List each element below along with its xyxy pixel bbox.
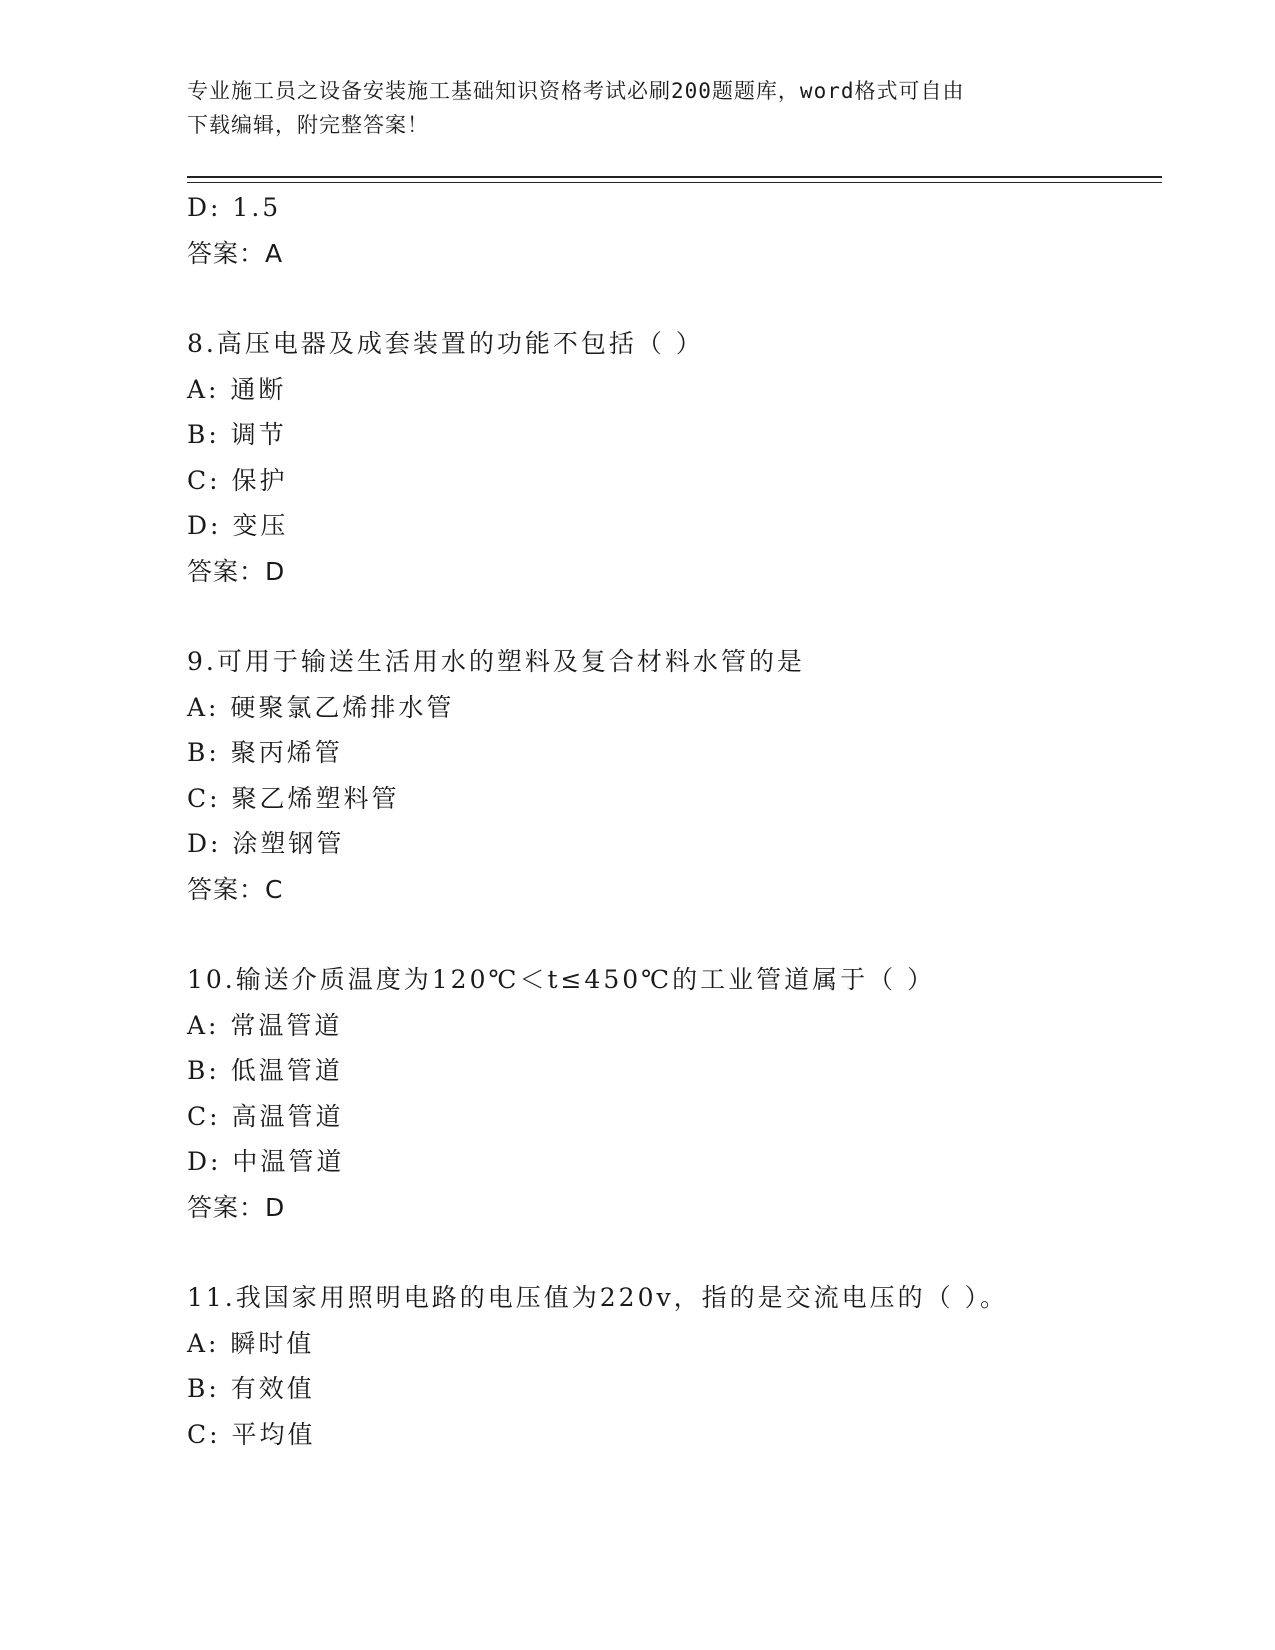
header-divider-thin <box>187 182 1162 183</box>
option-d: D: 涂塑钢管 <box>187 829 345 858</box>
option-b: B: 聚丙烯管 <box>187 738 343 767</box>
option-b: B: 有效值 <box>187 1374 315 1403</box>
spacer <box>187 919 1162 964</box>
option-c: C: 高温管道 <box>187 1101 344 1131</box>
option-d: D: 中温管道 <box>187 1147 345 1176</box>
spacer <box>187 601 1162 646</box>
option-a: A: 硬聚氯乙烯排水管 <box>187 692 455 722</box>
document-header <box>187 74 1067 142</box>
option-c: C: 聚乙烯塑料管 <box>187 783 400 813</box>
header-line-2: 下载编辑，附完整答案！ <box>187 113 429 137</box>
prev-question-answer: 答案：A <box>187 238 284 268</box>
question-answer: 答案：D <box>187 1192 286 1222</box>
question-8 <box>187 328 1162 588</box>
question-answer: 答案：C <box>187 874 284 904</box>
option-b: B: 调节 <box>187 420 287 449</box>
question-9 <box>187 646 1162 906</box>
prev-question-option-d: D: 1.5 <box>187 193 282 222</box>
option-a: A: 瞬时值 <box>187 1328 315 1358</box>
option-b: B: 低温管道 <box>187 1056 343 1085</box>
question-10 <box>187 964 1162 1224</box>
question-stem: 10.输送介质温度为120℃＜t≤450℃的工业管道属于（ ） <box>187 965 936 994</box>
question-list <box>187 192 1162 1464</box>
option-a: A: 通断 <box>187 374 287 404</box>
question-stem: 9.可用于输送生活用水的塑料及复合材料水管的是 <box>187 647 805 676</box>
question-answer: 答案：D <box>187 556 286 586</box>
header-line-1: 专业施工员之设备安装施工基础知识资格考试必刷200题题库，word格式可自由 <box>187 79 965 103</box>
spacer <box>187 1237 1162 1282</box>
option-c: C: 平均值 <box>187 1419 316 1449</box>
option-c: C: 保护 <box>187 465 288 495</box>
question-stem: 8.高压电器及成套装置的功能不包括（ ） <box>187 329 704 358</box>
question-stem: 11.我国家用照明电路的电压值为220v，指的是交流电压的（ ）。 <box>187 1283 1009 1312</box>
question-11 <box>187 1282 1162 1451</box>
option-a: A: 常温管道 <box>187 1010 343 1040</box>
header-divider-thick <box>187 176 1162 178</box>
spacer <box>187 283 1162 328</box>
option-d: D: 变压 <box>187 511 289 540</box>
